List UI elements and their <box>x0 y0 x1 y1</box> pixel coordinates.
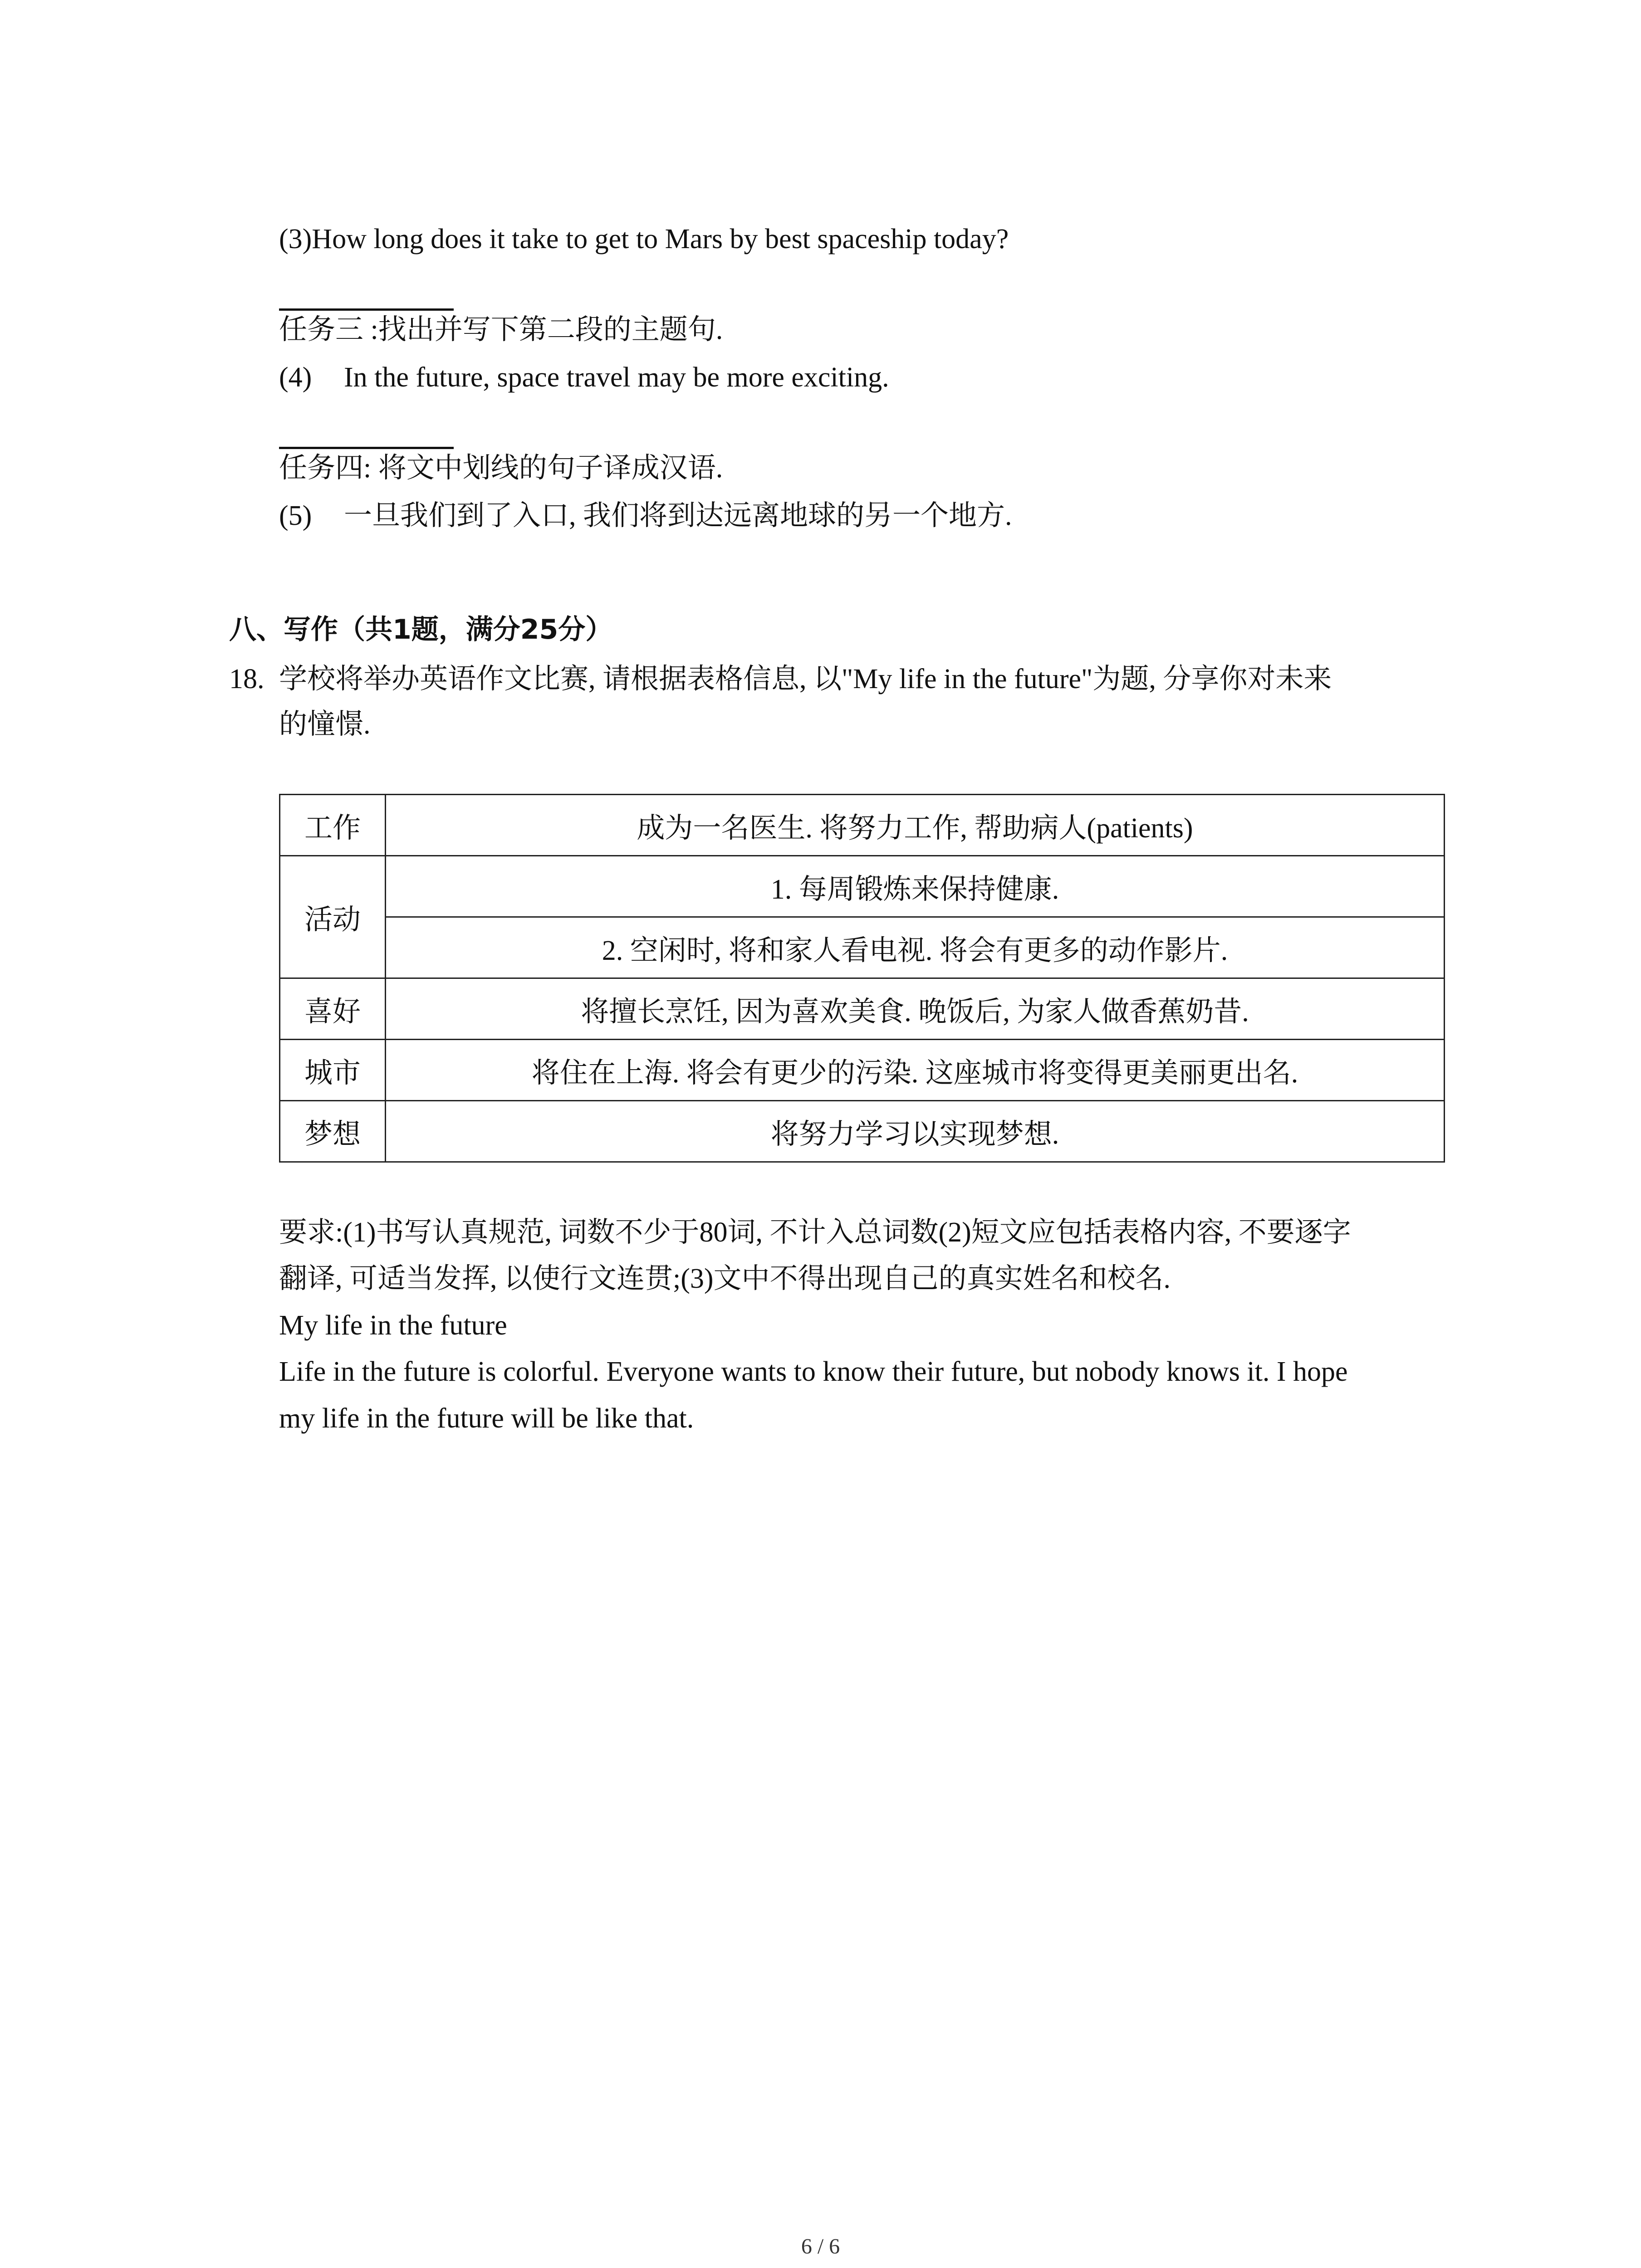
answer-blank-4 <box>279 447 454 449</box>
question-3: (3)How long does it take to get to Mars by best spaceship today? <box>279 224 1009 254</box>
answer-blank-3 <box>279 308 454 311</box>
question-18-prompt-line2: 的憧憬. <box>279 709 371 740</box>
page-number: 6 / 6 <box>801 2234 840 2258</box>
section-title: 八、写作（共1题，满分25分） <box>229 614 613 645</box>
dream-label: 梦想 <box>280 1101 386 1162</box>
table-row <box>280 856 1445 917</box>
activity-label: 活动 <box>280 856 386 978</box>
essay-title: My life in the future <box>279 1310 507 1341</box>
task-3-heading: 任务三 :找出并写下第二段的主题句. <box>279 314 723 345</box>
activity-1: 1. 每周锻炼来保持健康. <box>386 856 1445 917</box>
question-5-text: 一旦我们到了入口, 我们将到达远离地球的另一个地方. <box>344 500 1012 531</box>
table-row <box>280 795 1445 856</box>
task-4-heading: 任务四: 将文中划线的句子译成汉语. <box>279 453 723 484</box>
question-4-number: (4) <box>279 362 312 393</box>
requirements-line1: 要求:(1)书写认真规范, 词数不少于80词, 不计入总词数(2)短文应包括表格内容, 不要逐字 <box>279 1217 1351 1248</box>
table-row <box>280 978 1445 1040</box>
question-18-prompt-line1: 学校将举办英语作文比赛, 请根据表格信息, 以"My life in the future"为题, 分享你对未来 <box>279 664 1332 694</box>
table-row <box>280 1101 1445 1162</box>
hobby-text: 将擅长烹饪, 因为喜欢美食. 晚饭后, 为家人做香蕉奶昔. <box>386 978 1445 1040</box>
city-text: 将住在上海. 将会有更少的污染. 这座城市将变得更美丽更出名. <box>386 1040 1445 1101</box>
info-table <box>279 794 1445 1163</box>
table-row <box>280 1040 1445 1101</box>
question-18-number: 18. <box>229 664 265 694</box>
activity-2: 2. 空闲时, 将和家人看电视. 将会有更多的动作影片. <box>386 917 1445 978</box>
question-5-number: (5) <box>279 500 312 531</box>
hobby-label: 喜好 <box>280 978 386 1040</box>
work-text: 成为一名医生. 将努力工作, 帮助病人(patients) <box>386 795 1445 856</box>
essay-line1: Life in the future is colorful. Everyone wants to know their future, but nobody knows it. I hope <box>279 1356 1348 1387</box>
work-label: 工作 <box>280 795 386 856</box>
dream-text: 将努力学习以实现梦想. <box>386 1101 1445 1162</box>
city-label: 城市 <box>280 1040 386 1101</box>
question-4-text: In the future, space travel may be more exciting. <box>344 362 889 393</box>
essay-line2: my life in the future will be like that. <box>279 1403 694 1434</box>
requirements-line2: 翻译, 可适当发挥, 以使行文连贯;(3)文中不得出现自己的真实姓名和校名. <box>279 1263 1171 1294</box>
table-row <box>280 917 1445 978</box>
